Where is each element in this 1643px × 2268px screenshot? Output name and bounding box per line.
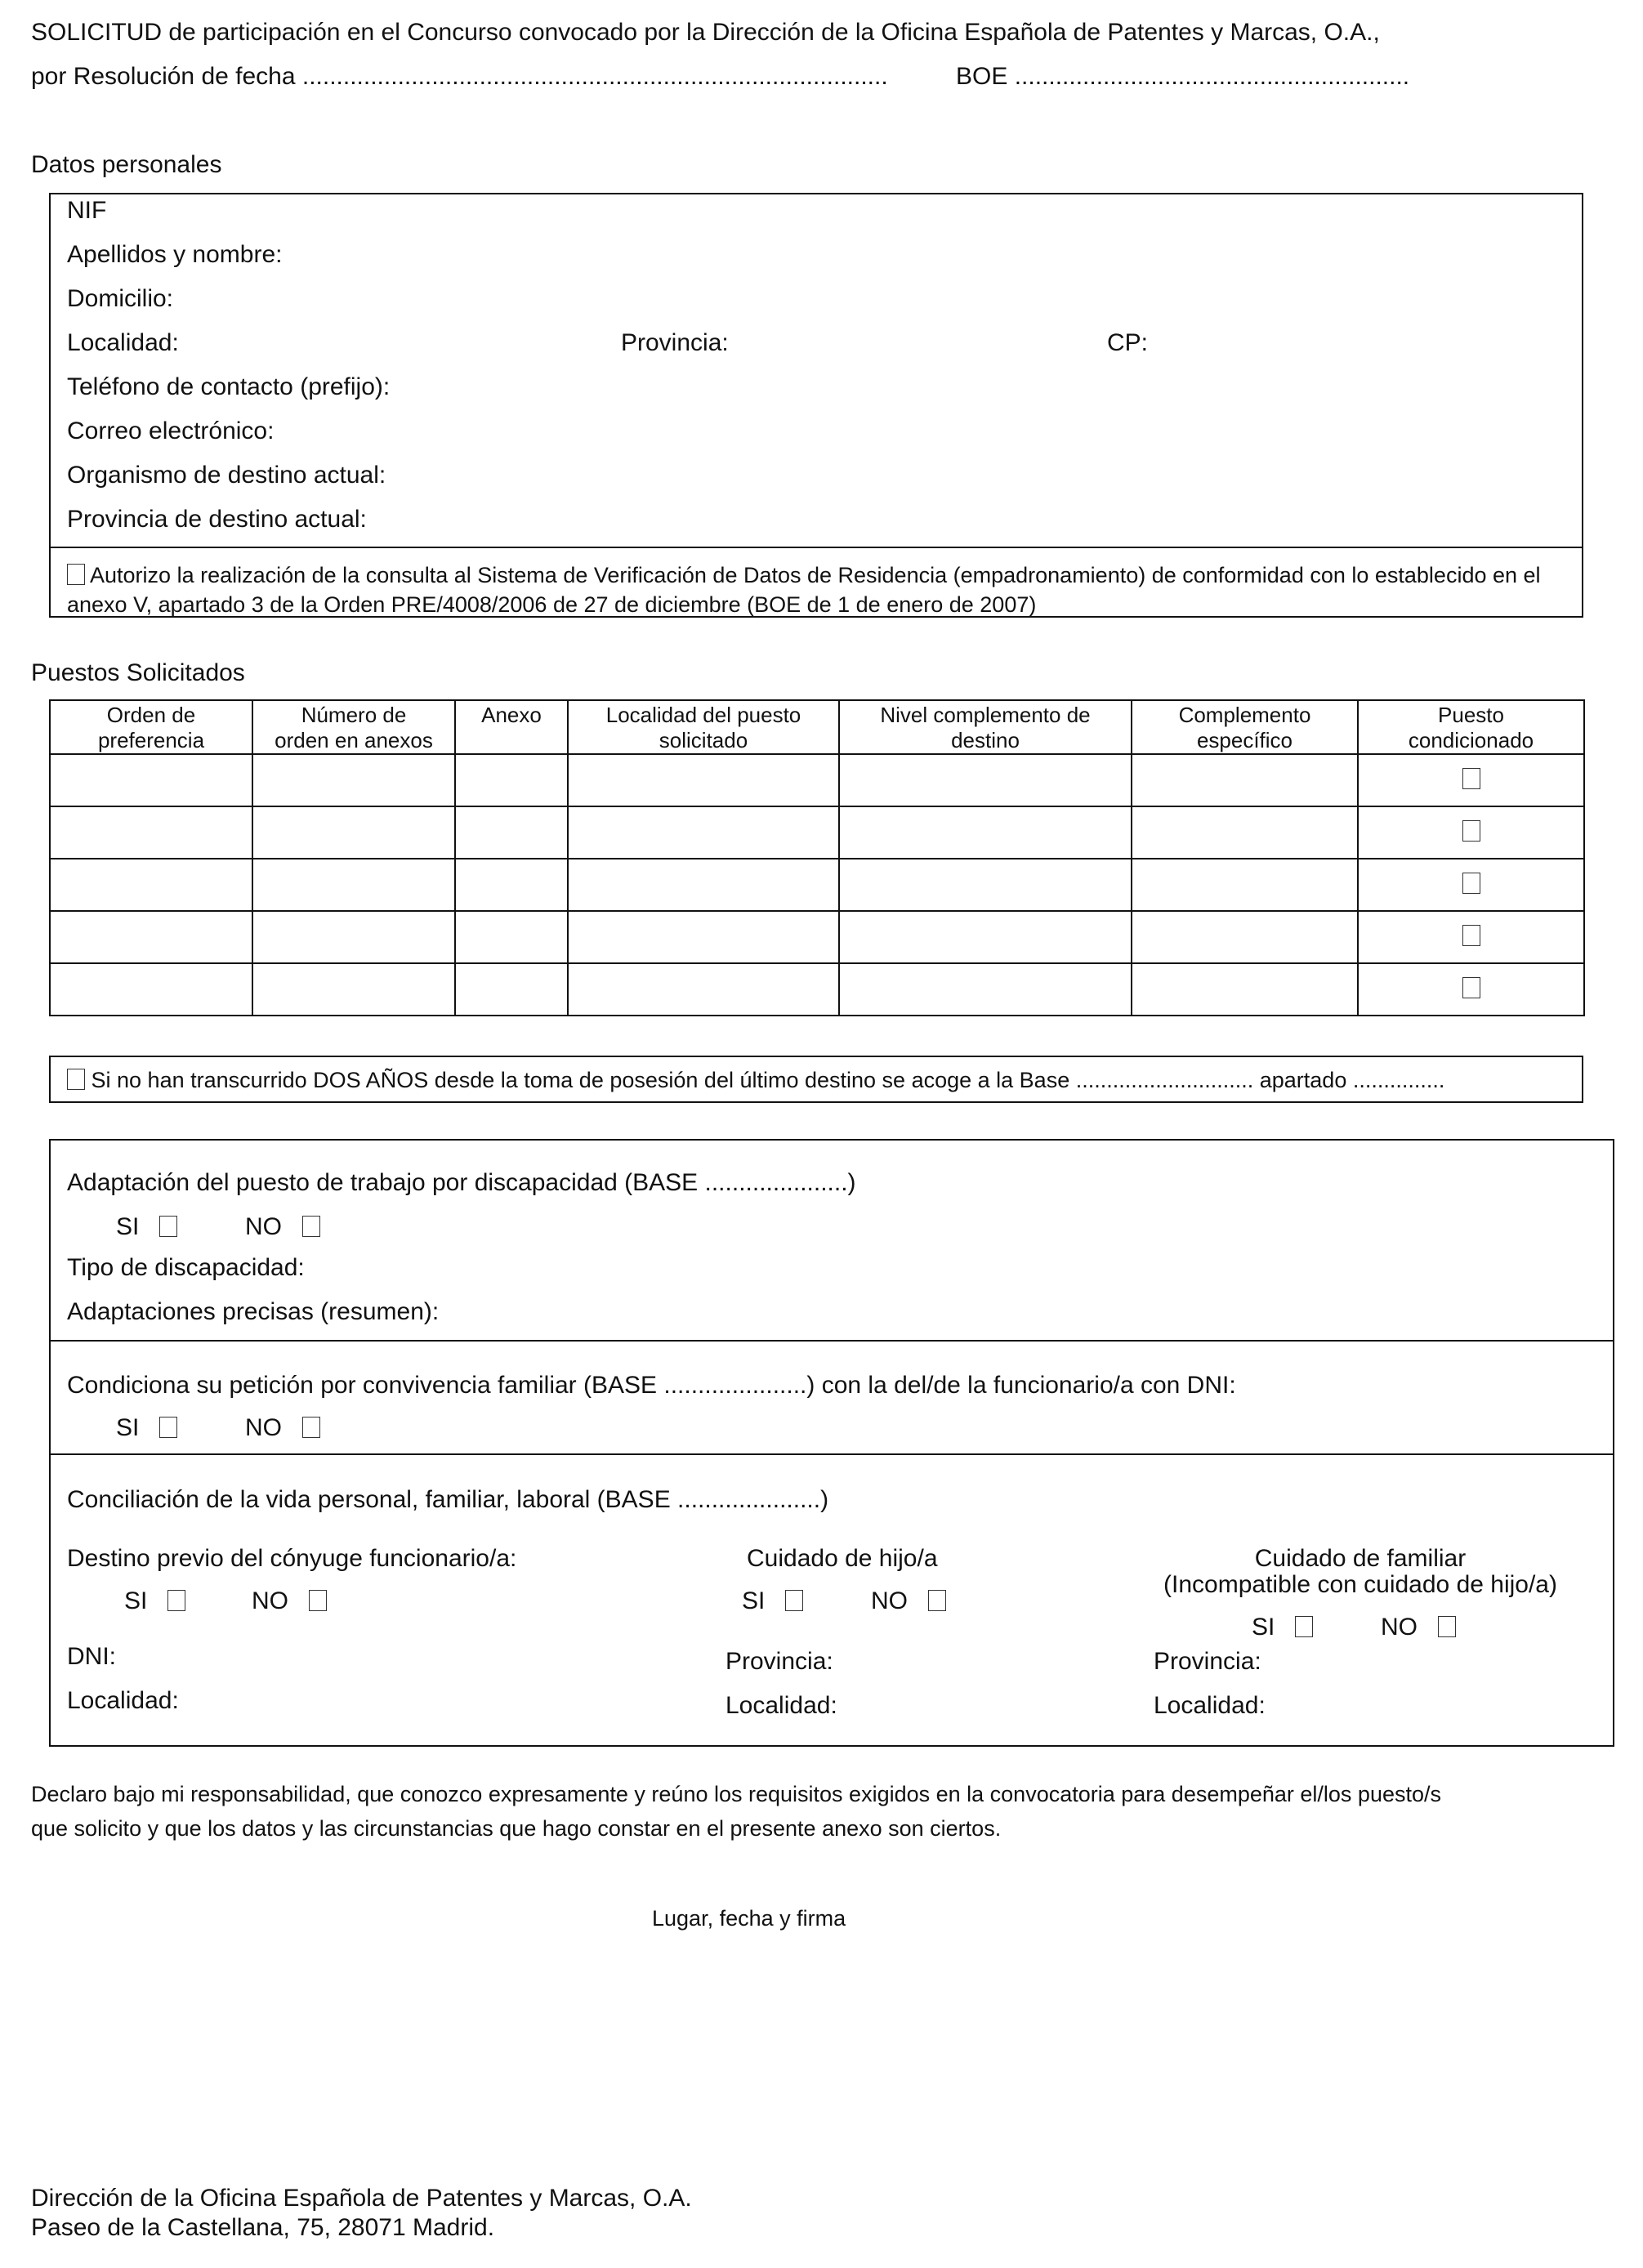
conyuge-title: Destino previo del cónyuge funcionario/a: (67, 1545, 517, 1572)
divider (49, 1340, 1614, 1342)
footer-address-line2: Paseo de la Castellana, 75, 28071 Madrid. (31, 2214, 495, 2241)
dos-anos-text: Si no han transcurrido DOS AÑOS desde la toma de posesión del último destino se acoge a la Base ............................. apartado ............... (91, 1068, 1445, 1092)
table-cell[interactable] (252, 859, 455, 911)
table-cell[interactable] (1132, 754, 1358, 806)
table-cell[interactable] (455, 859, 568, 911)
hijo-provincia-field[interactable]: Provincia: (726, 1648, 833, 1675)
table-cell[interactable] (1132, 911, 1358, 963)
telefono-field[interactable]: Teléfono de contacto (prefijo): (67, 373, 391, 400)
table-cell[interactable] (50, 754, 252, 806)
table-cell (1358, 911, 1584, 963)
adaptacion-si-option[interactable] (116, 1212, 177, 1242)
hijo-no-option[interactable] (871, 1587, 946, 1616)
table-row (50, 754, 1584, 806)
table-cell[interactable] (839, 806, 1132, 859)
correo-field[interactable]: Correo electrónico: (67, 417, 275, 444)
provincia-field[interactable]: Provincia: (621, 329, 729, 356)
condicionado-checkbox[interactable] (1462, 977, 1480, 998)
si-label: SI (116, 1414, 140, 1441)
hijo-si-checkbox[interactable] (785, 1590, 803, 1611)
table-cell[interactable] (568, 754, 839, 806)
column-header: Anexo (455, 700, 568, 754)
apellidos-nombre-field[interactable]: Apellidos y nombre: (67, 241, 283, 268)
table-cell[interactable] (252, 963, 455, 1016)
dos-anos-option[interactable] (67, 1067, 1444, 1094)
hijo-localidad-field[interactable]: Localidad: (726, 1692, 837, 1719)
condicionado-checkbox[interactable] (1462, 925, 1480, 946)
no-label: NO (871, 1587, 908, 1614)
no-label: NO (252, 1587, 288, 1614)
si-label: SI (116, 1213, 140, 1240)
convivencia-no-option[interactable] (245, 1413, 320, 1443)
familiar-no-option[interactable] (1381, 1613, 1456, 1642)
familiar-subtitle: (Incompatible con cuidado de hijo/a) (1163, 1571, 1557, 1598)
condicionado-checkbox[interactable] (1462, 768, 1480, 789)
table-cell (1358, 963, 1584, 1016)
divider (49, 547, 1583, 548)
adaptaciones-field[interactable]: Adaptaciones precisas (resumen): (67, 1298, 440, 1325)
table-cell[interactable] (50, 806, 252, 859)
declaracion-line1: Declaro bajo mi responsabilidad, que conozco expresamente y reúno los requisitos exigidos en la convocatoria para desempeñar el/los puesto/s (31, 1782, 1441, 1806)
dos-anos-checkbox[interactable] (67, 1069, 85, 1090)
convivencia-si-checkbox[interactable] (159, 1417, 177, 1438)
table-cell[interactable] (839, 859, 1132, 911)
column-header: Localidad del puesto solicitado (568, 700, 839, 754)
hijo-no-checkbox[interactable] (928, 1590, 946, 1611)
declaracion-line2: que solicito y que los datos y las circunstancias que hago constar en el presente anexo son ciertos. (31, 1816, 1002, 1841)
table-header-row (50, 700, 1584, 754)
familiar-title: Cuidado de familiar (1254, 1545, 1467, 1572)
firma-label: Lugar, fecha y firma (652, 1906, 846, 1931)
convivencia-si-option[interactable] (116, 1413, 177, 1443)
table-cell[interactable] (568, 859, 839, 911)
no-label: NO (245, 1414, 282, 1441)
column-header: Número de orden en anexos (252, 700, 455, 754)
adaptacion-no-checkbox[interactable] (302, 1216, 320, 1237)
table-cell[interactable] (252, 911, 455, 963)
table-row (50, 911, 1584, 963)
table-cell[interactable] (1132, 806, 1358, 859)
familiar-no-checkbox[interactable] (1438, 1616, 1456, 1637)
si-label: SI (742, 1587, 766, 1614)
table-cell[interactable] (455, 754, 568, 806)
table-cell[interactable] (455, 806, 568, 859)
table-cell[interactable] (568, 911, 839, 963)
hijo-title: Cuidado de hijo/a (747, 1545, 938, 1572)
table-cell (1358, 859, 1584, 911)
si-label: SI (124, 1587, 148, 1614)
tipo-discapacidad-field[interactable]: Tipo de discapacidad: (67, 1254, 305, 1281)
organismo-destino-field[interactable]: Organismo de destino actual: (67, 462, 386, 489)
condicionado-checkbox[interactable] (1462, 820, 1480, 842)
puestos-title: Puestos Solicitados (31, 659, 245, 686)
table-cell[interactable] (252, 806, 455, 859)
column-header: Nivel complemento de destino (839, 700, 1132, 754)
footer-address-line1: Dirección de la Oficina Española de Patentes y Marcas, O.A. (31, 2185, 692, 2212)
table-cell[interactable] (455, 911, 568, 963)
familiar-localidad-field[interactable]: Localidad: (1154, 1692, 1266, 1719)
table-cell[interactable] (455, 963, 568, 1016)
adaptacion-si-checkbox[interactable] (159, 1216, 177, 1237)
table-cell[interactable] (568, 963, 839, 1016)
table-cell[interactable] (50, 911, 252, 963)
conyuge-si-option[interactable] (124, 1587, 185, 1616)
convivencia-no-checkbox[interactable] (302, 1417, 320, 1438)
conciliacion-title: Conciliación de la vida personal, familiar, laboral (BASE .....................) (67, 1486, 829, 1513)
conyuge-si-checkbox[interactable] (167, 1590, 185, 1611)
table-row (50, 806, 1584, 859)
table-cell[interactable] (839, 963, 1132, 1016)
domicilio-field[interactable]: Domicilio: (67, 285, 174, 312)
form-title-line1: SOLICITUD de participación en el Concurso convocado por la Dirección de la Oficina Española de Patentes y Marcas, O.A., (31, 19, 1380, 46)
puestos-table (49, 699, 1585, 1016)
familiar-provincia-field[interactable]: Provincia: (1154, 1648, 1261, 1675)
adaptacion-title: Adaptación del puesto de trabajo por discapacidad (BASE .....................) (67, 1169, 856, 1196)
no-label: NO (245, 1213, 282, 1240)
table-cell[interactable] (50, 859, 252, 911)
autorizo-consent[interactable] (67, 562, 1541, 589)
familiar-si-option[interactable] (1252, 1613, 1313, 1642)
familiar-si-checkbox[interactable] (1295, 1616, 1313, 1637)
adaptacion-no-option[interactable] (245, 1212, 320, 1242)
si-label: SI (1252, 1614, 1275, 1641)
table-cell (1358, 806, 1584, 859)
conyuge-dni-field[interactable]: DNI: (67, 1643, 116, 1670)
provincia-destino-field[interactable]: Provincia de destino actual: (67, 506, 367, 533)
autorizo-text: Autorizo la realización de la consulta al Sistema de Verificación de Datos de Residencia (empadronamiento) de conformidad con lo establecido en el (90, 563, 1541, 587)
table-row (50, 963, 1584, 1016)
table-cell[interactable] (1132, 859, 1358, 911)
no-label: NO (1381, 1614, 1418, 1641)
datos-personales-title: Datos personales (31, 151, 222, 178)
autorizo-checkbox[interactable] (67, 564, 85, 585)
conyuge-localidad-field[interactable]: Localidad: (67, 1687, 179, 1714)
hijo-si-option[interactable] (742, 1587, 803, 1616)
boe-field[interactable]: BOE .......................................................... (956, 63, 1410, 90)
table-cell[interactable] (50, 963, 252, 1016)
cp-field[interactable]: CP: (1107, 329, 1149, 356)
table-cell[interactable] (252, 754, 455, 806)
convivencia-title: Condiciona su petición por convivencia familiar (BASE .....................) con la del/de la funcionario/a con DNI: (67, 1372, 1236, 1399)
nif-field[interactable]: NIF (67, 197, 107, 224)
resolucion-fecha-field[interactable]: por Resolución de fecha ...................................................................................... (31, 63, 888, 90)
table-row (50, 859, 1584, 911)
table-cell[interactable] (568, 806, 839, 859)
table-cell[interactable] (839, 754, 1132, 806)
table-cell[interactable] (839, 911, 1132, 963)
conyuge-no-checkbox[interactable] (309, 1590, 327, 1611)
column-header: Puesto condicionado (1358, 700, 1584, 754)
autorizo-text-line2: anexo V, apartado 3 de la Orden PRE/4008/2006 de 27 de diciembre (BOE de 1 de enero de 2007) (67, 592, 1037, 617)
column-header: Complemento específico (1132, 700, 1358, 754)
divider (49, 1453, 1614, 1455)
table-cell[interactable] (1132, 963, 1358, 1016)
table-cell (1358, 754, 1584, 806)
localidad-field[interactable]: Localidad: (67, 329, 179, 356)
conyuge-no-option[interactable] (252, 1587, 327, 1616)
condicionado-checkbox[interactable] (1462, 873, 1480, 894)
column-header: Orden de preferencia (50, 700, 252, 754)
